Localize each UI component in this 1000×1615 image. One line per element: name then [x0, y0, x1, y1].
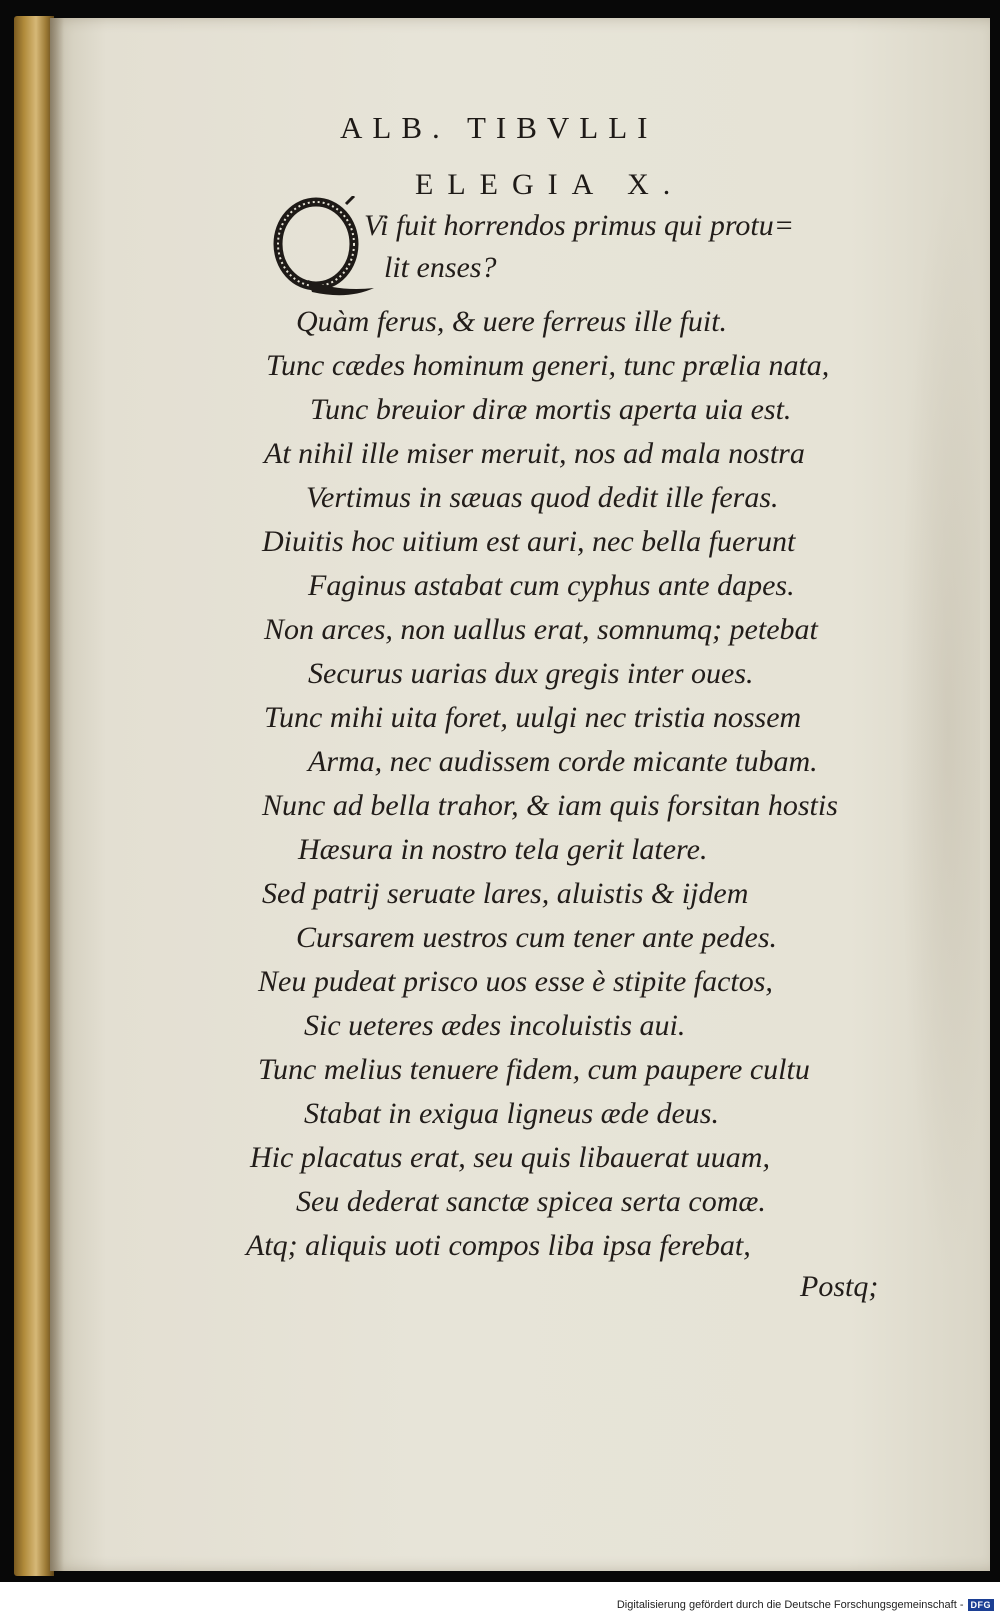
verse-line: lit enses?: [384, 251, 497, 284]
elegy-title: ELEGIA X.: [415, 168, 685, 201]
verse-line: Quàm ferus, & uere ferreus ille fuit.: [296, 305, 728, 338]
verse-line: Tunc cædes hominum generi, tunc prælia nata,: [266, 349, 830, 382]
verse-line: Hic placatus erat, seu quis libauerat uuam,: [250, 1141, 770, 1174]
verse-line: Non arces, non uallus erat, somnumq; petebat: [264, 613, 818, 646]
verse-line: Tunc mihi uita foret, uulgi nec tristia nossem: [264, 701, 802, 734]
catchword: Postq;: [800, 1270, 879, 1303]
verse-line: Securus uarias dux gregis inter oues.: [308, 657, 754, 690]
verse-line: At nihil ille miser meruit, nos ad mala nostra: [264, 437, 805, 470]
verse-line: Neu pudeat prisco uos esse è stipite factos,: [258, 965, 773, 998]
running-header: ALB. TIBVLLI: [340, 110, 658, 145]
verse-line: Seu dederat sanctæ spicea serta comæ.: [296, 1185, 766, 1218]
verse-line: Hæsura in nostro tela gerit latere.: [298, 833, 708, 866]
verse-line: Vertimus in sæuas quod dedit ille feras.: [306, 481, 779, 514]
verse-line: Tunc breuior diræ mortis aperta uia est.: [310, 393, 792, 426]
verse-line: Vi fuit horrendos primus qui protu=: [364, 209, 794, 242]
verse-line: Atq; aliquis uoti compos liba ipsa ferebat,: [246, 1229, 751, 1262]
verse-line: Cursarem uestros cum tener ante pedes.: [296, 921, 778, 954]
footer-credit: [617, 1599, 994, 1611]
dfg-logo: DFG: [968, 1599, 995, 1611]
verse-line: Diuitis hoc uitium est auri, nec bella fuerunt: [262, 525, 796, 558]
verse-line: Sic ueteres ædes incoluistis aui.: [304, 1009, 686, 1042]
verse-line: Tunc melius tenuere fidem, cum paupere cultu: [258, 1053, 810, 1086]
footer-text: Digitalisierung gefördert durch die Deutsche Forschungsgemeinschaft -: [616, 1599, 964, 1611]
verse-line: Nunc ad bella trahor, & iam quis forsitan hostis: [262, 789, 838, 822]
verse-line: Sed patrij seruate lares, aluistis & ijdem: [262, 877, 749, 910]
verse-line: Arma, nec audissem corde micante tubam.: [308, 745, 818, 778]
verse-line: Stabat in exigua ligneus æde deus.: [304, 1097, 719, 1130]
verse-line: Faginus astabat cum cyphus ante dapes.: [308, 569, 795, 602]
